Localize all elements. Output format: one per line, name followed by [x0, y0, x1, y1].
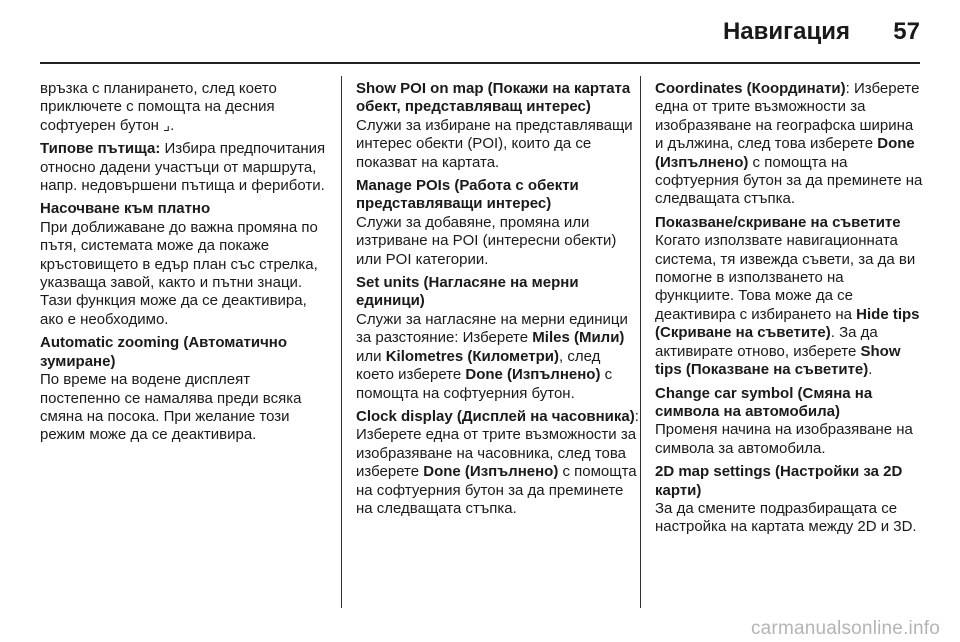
page-number: 57 [893, 18, 920, 45]
paragraph: връзка с планирането, след което приключете с помощта на десния софтуерен бутон ⌟. [40, 80, 277, 134]
text-column-2 [356, 80, 642, 523]
paragraph-text: , след което изберете [356, 347, 601, 384]
option-show-tips: Show tips (Показване на съветите) [655, 342, 901, 379]
paragraph [655, 232, 925, 379]
paragraph: За да смените подразбиращата се настройка на картата между 2D и 3D. [655, 499, 917, 536]
column-divider-1 [341, 76, 342, 608]
text-column-3 [655, 80, 925, 542]
paragraph-text: . За да активирате отново, изберете [655, 324, 878, 360]
watermark: carmanualsonline.info [750, 618, 940, 639]
section-heading: Manage POIs (Работа с обекти представляващи интерес) [356, 177, 579, 213]
section-heading: Clock display (Дисплей на часовника) [356, 407, 635, 425]
paragraph: По време на водене дисплеят постепенно се намалява преди всяка смяна на посока. При желание този режим може да се деактивира. [40, 371, 302, 444]
paragraph-text: с помощта на софтуерния бутон. [356, 366, 613, 402]
section-heading: 2D map settings (Настройки за 2D карти) [655, 463, 903, 499]
paragraph: Служи за избиране на представляващи интерес обекти (POI), които да се показват на картата. [356, 116, 633, 171]
header-divider [40, 62, 920, 64]
paragraph [655, 80, 925, 209]
option-hide-tips: Hide tips (Скриване на съветите) [655, 305, 920, 342]
section-heading: Show POI on map (Покажи на картата обект, представляващ интерес) [356, 80, 631, 116]
section-heading: Насочване към платно [40, 200, 211, 218]
paragraph-text: Избира предпочитания относно дадени участъци от маршрута, напр. недовършени пътища и фериботи. [40, 140, 326, 195]
paragraph-text: с помощта на софтуерния бутон за да преминете на следващата стъпка. [655, 153, 923, 208]
paragraph-text: с помощта на софтуерния бутон за да преминете на следващата стъпка. [356, 463, 637, 517]
paragraph-text: . [868, 361, 873, 379]
paragraph-text: Служи за нагласяне на мерни единици за разстояние: Изберете [356, 310, 628, 347]
section-heading: Automatic zooming (Автоматично зумиране) [40, 334, 288, 370]
paragraph [356, 311, 642, 403]
term-road-types: Типове пътища: [40, 140, 161, 158]
section-heading: Показване/скриване на съветите [655, 213, 901, 231]
paragraph-text: Когато използвате навигационната система, тя извежда съвети, за да ви помогне в използването на функциите. Това може да се деактивира с избирането на [655, 232, 916, 323]
paragraph: Променя начина на изобразяване на символа за автомобила. [655, 421, 913, 457]
paragraph: При доближаване до важна промяна по пътя, системата може да покаже кръстовището в едър план със стрелка, указваща завой, както и пътни знаци. Тази функция може да се деактивира, ако е необходимо. [40, 218, 318, 328]
option-done: Done (Изпълнено) [423, 463, 559, 481]
paragraph-text: : Изберете една от трите възможности за изобразяване на географска ширина и дължина, след това изберете [655, 80, 920, 153]
option-miles: Miles (Мили) [532, 329, 625, 347]
text-column-1 [40, 80, 326, 450]
paragraph-text: : Изберете една от трите възможности за изобразяване на часовника, след това изберете [356, 407, 639, 481]
section-heading: Set units (Нагласяне на мерни единици) [356, 274, 579, 310]
option-done: Done (Изпълнено) [465, 366, 601, 384]
paragraph: Служи за добавяне, промяна или изтриване на POI (интересни обекти) или POI категории. [356, 213, 617, 268]
option-kilometres: Kilometres (Километри) [385, 347, 560, 365]
section-heading: Change car symbol (Смяна на символа на автомобила) [655, 384, 873, 420]
paragraph-text: или [356, 347, 386, 365]
paragraph [356, 408, 642, 518]
paragraph [40, 140, 326, 195]
option-done: Done (Изпълнено) [655, 135, 915, 171]
section-heading: Coordinates (Координати) [655, 80, 846, 97]
page-title: Навигация [722, 18, 850, 45]
